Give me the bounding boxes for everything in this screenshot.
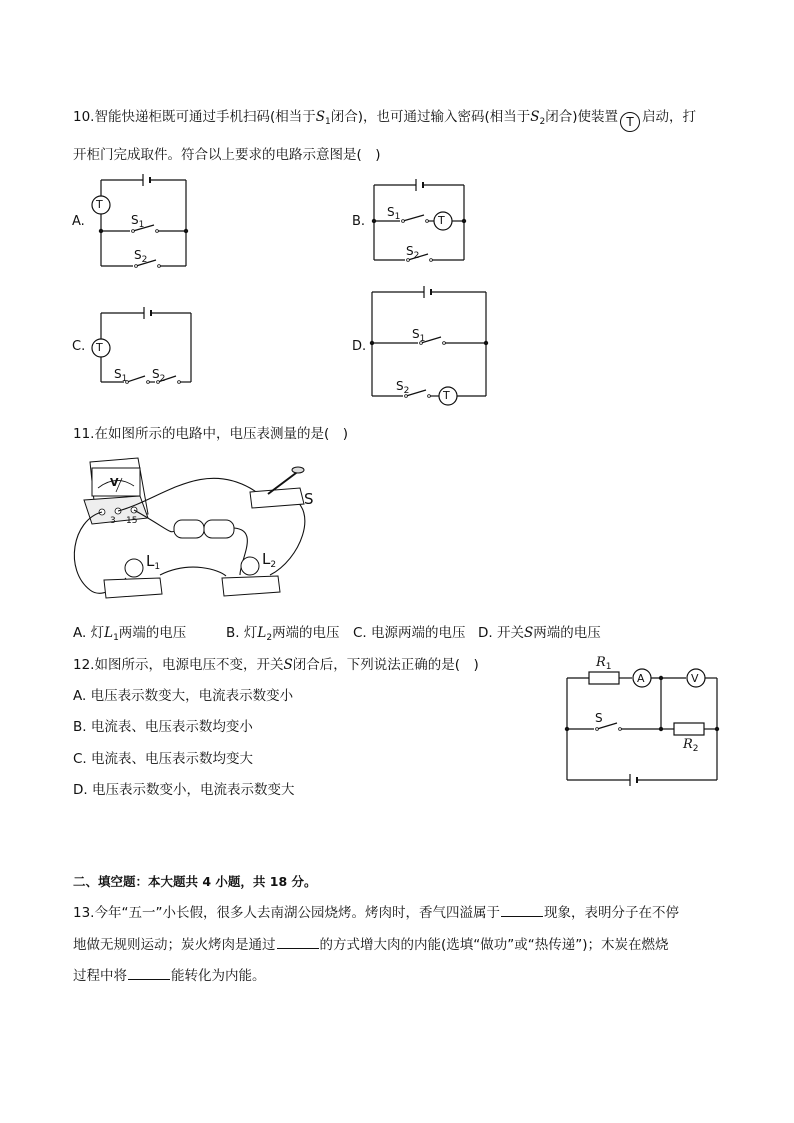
circuit-c-t-label: T	[96, 341, 103, 354]
q11-switch-s-label: S	[304, 490, 314, 508]
q10-option-b-label[interactable]: B.	[352, 214, 366, 229]
q10-stem-line2: 开柜门完成取件。符合以上要求的电路示意图是( )	[73, 147, 381, 163]
section2-title: 二、填空题：本大题共 4 小题，共 18 分。	[73, 874, 317, 889]
q12-stem: 12.如图所示，电源电压不变，开关S闭合后，下列说法正确的是( )	[73, 657, 479, 673]
q11-option-b[interactable]: B. 灯$L_2$两端的电压	[226, 625, 340, 643]
q11-terminal-15-label: 15	[126, 516, 138, 526]
circuit-a-s2-label: $S_2$	[134, 248, 148, 265]
q13-line3: 过程中将 能转化为内能。	[73, 968, 266, 984]
t-device-icon: T	[620, 112, 640, 132]
circuit-a-s1-label: $S_1$	[131, 213, 145, 230]
q13-blank-3[interactable]	[128, 967, 170, 980]
circuit-d-s2-label: $S_2$	[396, 379, 410, 396]
q11-lamp2-label: $L_2$	[262, 550, 277, 570]
q11-option-c[interactable]: C. 电源两端的电压	[353, 625, 466, 641]
q12-r1-label: $R_1$	[596, 655, 612, 672]
q13-blank-1[interactable]	[501, 904, 543, 917]
q12-option-b[interactable]: B. 电流表、电压表示数均变小	[73, 719, 253, 735]
q11-option-a[interactable]: A. 灯$L_1$两端的电压	[73, 625, 187, 643]
q12-switch-label: S	[595, 711, 603, 725]
circuit-d-t-label: T	[443, 389, 450, 402]
q10-number: 10.	[73, 109, 95, 125]
q11-voltmeter-v-label: V	[110, 476, 119, 489]
q11-option-d[interactable]: D. 开关S两端的电压	[478, 625, 601, 641]
circuit-b-s2-label: $S_2$	[406, 244, 420, 261]
q11-terminal-3-label: 3	[110, 516, 116, 526]
circuit-c-s1-label: $S_1$	[114, 367, 128, 384]
circuit-d-s1-label: $S_1$	[412, 327, 426, 344]
q13-blank-2[interactable]	[277, 936, 319, 949]
q12-option-a[interactable]: A. 电压表示数变大，电流表示数变小	[73, 688, 294, 704]
q12-voltmeter-label: V	[691, 672, 699, 685]
q12-option-d[interactable]: D. 电压表示数变小，电流表示数变大	[73, 782, 295, 798]
circuit-a-t-label: T	[96, 198, 103, 211]
q11-stem: 11.在如图所示的电路中，电压表测量的是( )	[73, 426, 349, 442]
q11-lamp1-label: $L_1$	[146, 552, 161, 572]
q10-option-a-label[interactable]: A.	[72, 214, 85, 229]
circuit-b-s1-label: $S_1$	[387, 205, 401, 222]
circuit-b-t-label: T	[438, 214, 445, 227]
q10-stem-line1: 10.智能快递柜既可通过手机扫码(相当于$S_1$闭合)，也可通过输入密码(相当于$S_2$闭合)使装置 T 启动，打	[73, 108, 696, 132]
q13-line2: 地做无规则运动；炭火烤肉是通过 的方式增大肉的内能(选填“做功”或“热传递”)；木炭在燃烧	[73, 937, 669, 953]
circuit-c-s2-label: $S_2$	[152, 367, 166, 384]
q13-line1: 13.今年“五一”小长假，很多人去南湖公园烧烤。烤肉时，香气四溢属于 现象，表明分子在不停	[73, 905, 679, 921]
q12-option-c[interactable]: C. 电流表、电压表示数均变大	[73, 751, 254, 767]
q10-option-c-label[interactable]: C.	[72, 339, 86, 354]
q12-ammeter-label: A	[637, 672, 645, 685]
q12-r2-label: $R_2$	[683, 737, 699, 754]
q10-option-d-label[interactable]: D.	[352, 339, 367, 354]
